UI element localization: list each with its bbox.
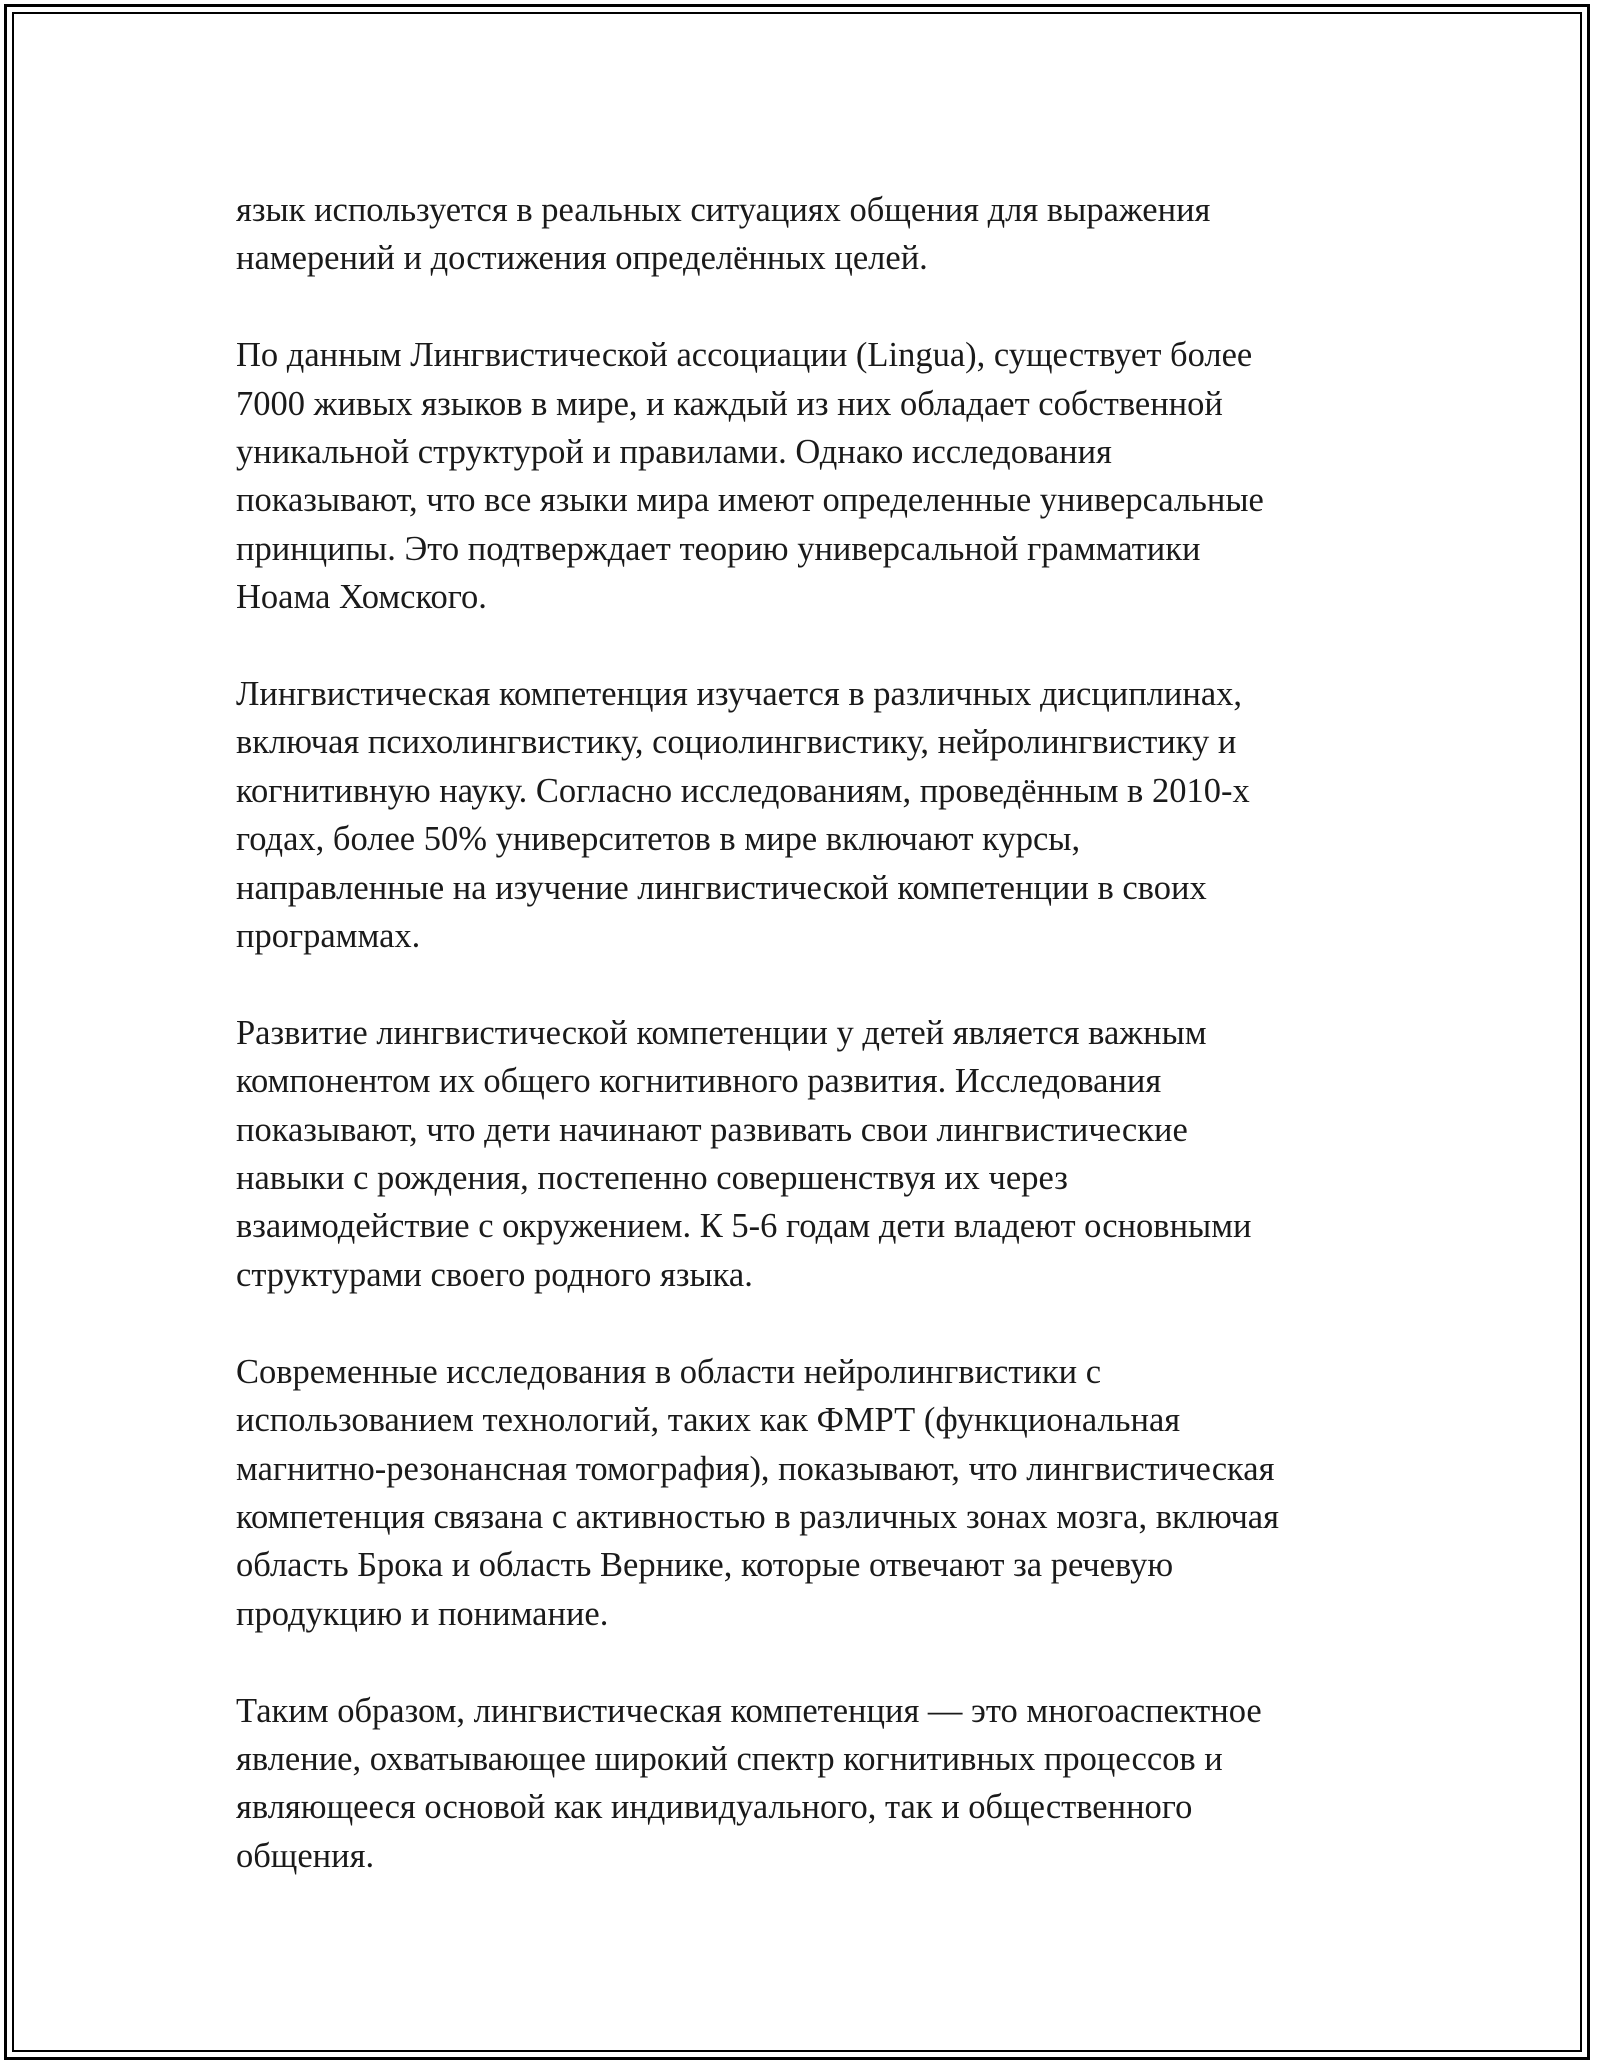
text-line: годах, более 50% университетов в мире включают курсы,: [236, 820, 1081, 859]
text-line: программах.: [236, 917, 421, 956]
text-line: Развитие лингвистической компетенции у детей является важным: [236, 1013, 1207, 1052]
paragraph-4: [236, 1009, 1356, 1299]
text-line: направленные на изучение лингвистической компетенции в своих: [236, 868, 1207, 907]
paragraph-6: [236, 1687, 1356, 1881]
paragraph-2: [236, 331, 1356, 621]
text-line: использованием технологий, таких как ФМРТ (функциональная: [236, 1401, 1181, 1440]
text-line: показывают, что все языки мира имеют определенные универсальные: [236, 481, 1264, 520]
text-line: общения.: [236, 1836, 375, 1875]
text-line: уникальной структурой и правилами. Однако исследования: [236, 433, 1112, 472]
text-line: Современные исследования в области нейролингвистики с: [236, 1352, 1102, 1391]
text-line: 7000 живых языков в мире, и каждый из них обладает собственной: [236, 384, 1223, 423]
text-line: область Брока и область Вернике, которые отвечают за речевую: [236, 1546, 1174, 1585]
text-line: включая психолингвистику, социолингвистику, нейролингвистику и: [236, 723, 1237, 762]
text-line: намерений и достижения определённых целей.: [236, 239, 928, 278]
text-line: структурами своего родного языка.: [236, 1255, 753, 1294]
text-line: когнитивную науку. Согласно исследованиям, проведённым в 2010-х: [236, 771, 1250, 810]
text-line: магнитно-резонансная томография), показывают, что лингвистическая: [236, 1449, 1275, 1488]
text-line: По данным Лингвистической ассоциации (Lingua), существует более: [236, 336, 1253, 375]
text-line: являющееся основой как индивидуального, так и общественного: [236, 1788, 1193, 1827]
text-line: компетенция связана с активностью в различных зонах мозга, включая: [236, 1497, 1279, 1536]
text-line: принципы. Это подтверждает теорию универсальной грамматики: [236, 529, 1201, 568]
text-line: продукцию и понимание.: [236, 1594, 609, 1633]
paragraph-5: [236, 1348, 1356, 1638]
text-line: компонентом их общего когнитивного развития. Исследования: [236, 1062, 1162, 1101]
text-line: взаимодействие с окружением. К 5-6 годам дети владеют основными: [236, 1207, 1252, 1246]
text-line: показывают, что дети начинают развивать свои лингвистические: [236, 1110, 1188, 1149]
paragraph-1: [236, 186, 1356, 283]
document-body: [236, 186, 1356, 1929]
text-line: Лингвистическая компетенция изучается в различных дисциплинах,: [236, 675, 1243, 714]
text-line: навыки с рождения, постепенно совершенствуя их через: [236, 1159, 1068, 1198]
paragraph-3: [236, 670, 1356, 960]
text-line: явление, охватывающее широкий спектр когнитивных процессов и: [236, 1739, 1223, 1778]
text-line: Таким образом, лингвистическая компетенция — это многоаспектное: [236, 1691, 1262, 1730]
text-line: язык используется в реальных ситуациях общения для выражения: [236, 191, 1211, 229]
text-line: Ноама Хомского.: [236, 578, 487, 617]
